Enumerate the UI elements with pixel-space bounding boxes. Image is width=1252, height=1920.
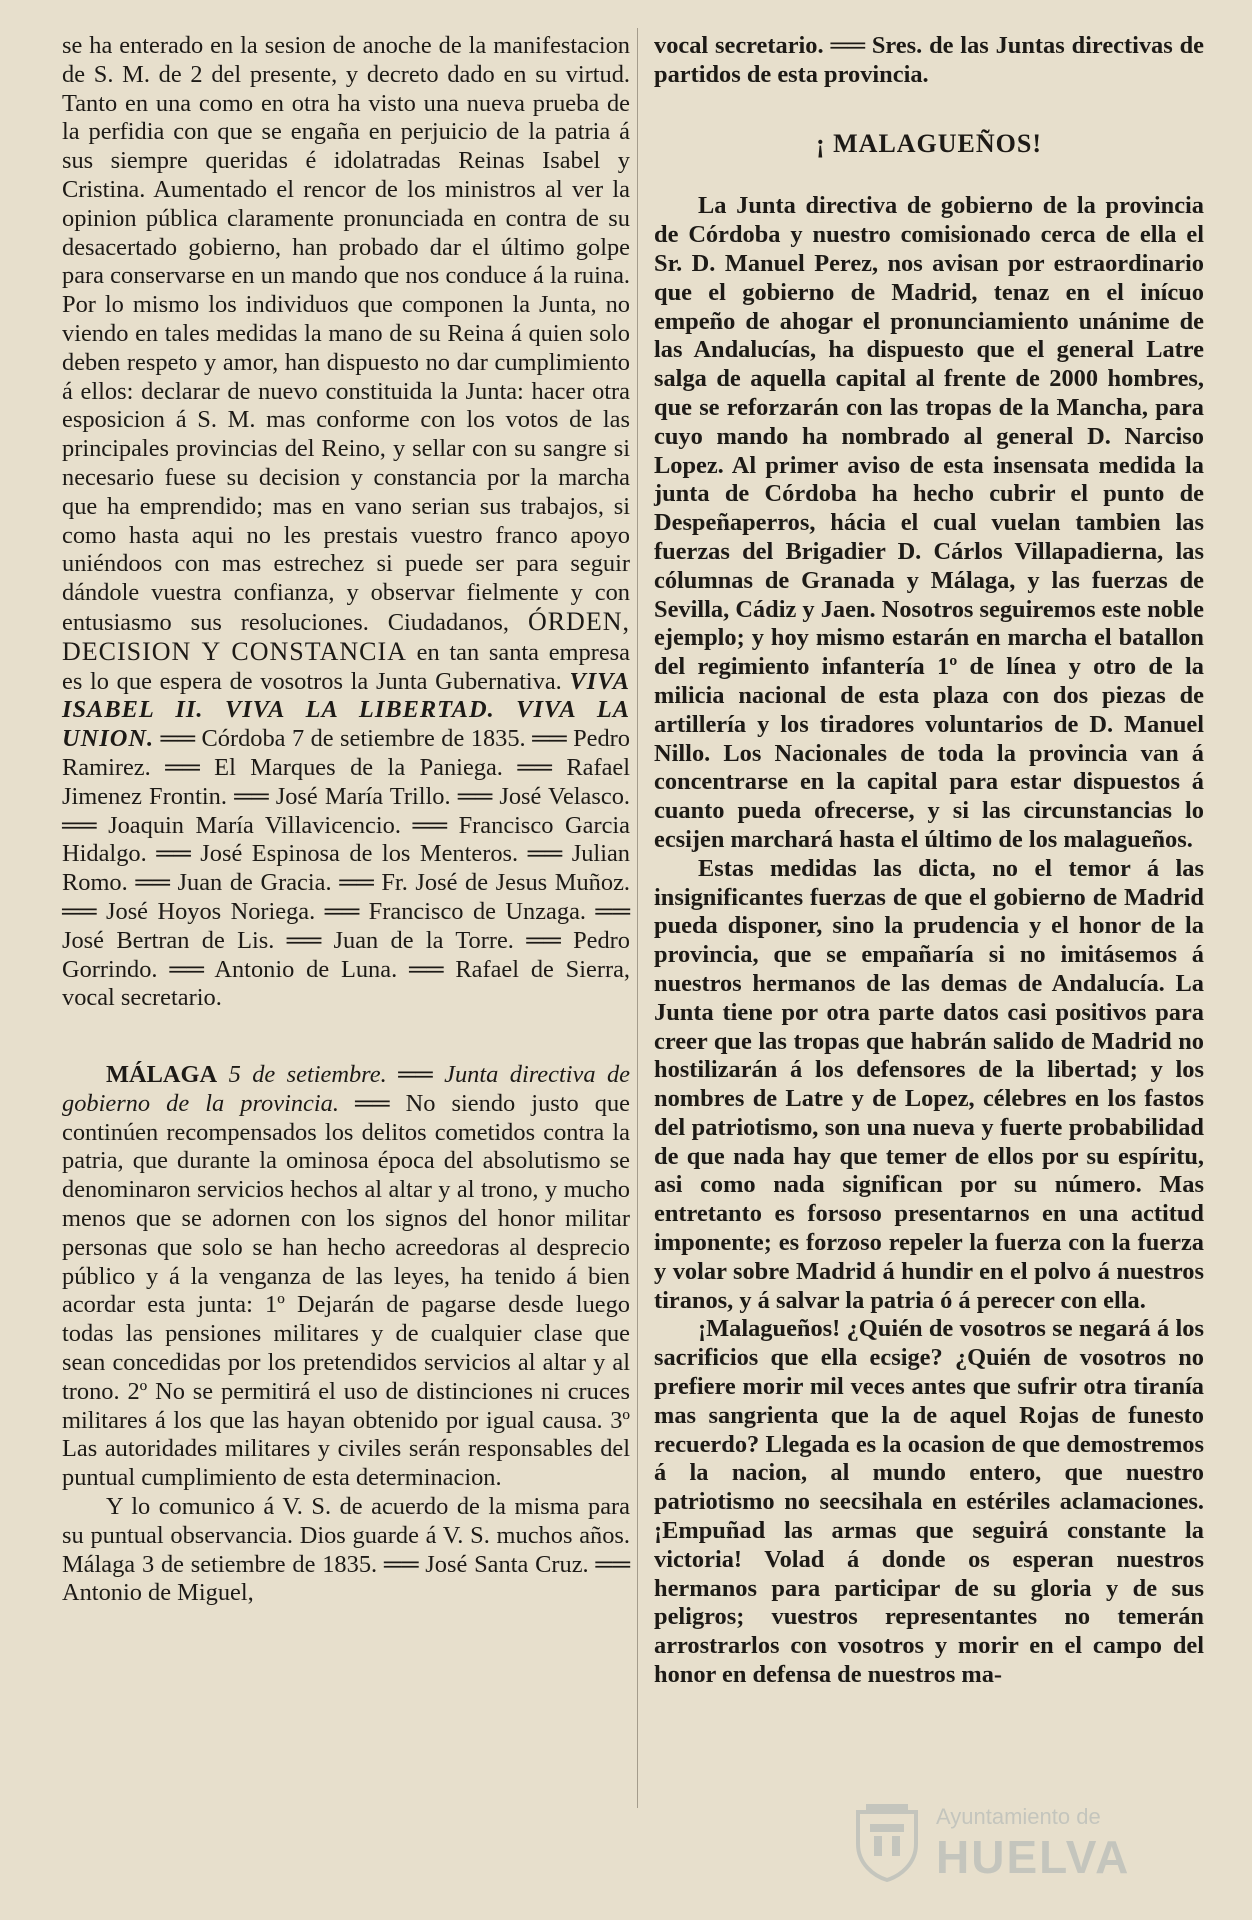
cordoba-vivas: VIVA ISABEL II. VIVA LA LIBERTAD. VIVA LA UNION. <box>62 667 630 753</box>
section-spacer <box>62 1013 630 1061</box>
malaguenos-text-2: Estas medidas las dicta, no el temor á las insignificantes fuerzas de que el gobierno de Madrid pueda disponer, sino la prudencia y el honor de la provincia, que se empañaría si no imitásemos á nuestros hermanos de las demas de Andalucía. La Junta tiene por otra parte datos casi positivos para creer que las tropas que habrán salido de Madrid no hostilizarán á los defensores de la libertad; y los nombres de Latre y de Lopez, célebres en los fastos del patriotismo, son una nueva y fuerte probabilidad de que nada hay que temer de ellos por su espíritu, asi como nada significan por su número. Mas entretanto es forsoso presentarnos en una actitud imponente; es forzoso repeler la fuerza con la fuerza y volar sobre Madrid á hundir en el polvo á nuestros tiranos, y á salvar la patria ó á perecer con ella. <box>654 854 1204 1314</box>
right-column <box>654 32 1204 1690</box>
cordoba-proclamation-closing: en tan santa empresa es lo que espera de vosotros la Junta Gubernativa. <box>62 638 630 695</box>
right-paragraph-3 <box>654 1315 1204 1689</box>
malaguenos-text-3: ¡Malagueños! ¿Quién de vosotros se negará á los sacrificios que ella ecsige? ¿Quién de vosotros no prefiere morir mil veces antes que sufrir otra tiranía mas sangrienta que la de aquel Rojas de funesto recuerdo? Llegada es la ocasion de que demostremos á la nacion, al mundo entero, que nuestro patriotismo no seecsihala en estériles aclamaciones. ¡Empuñad las armas que seguirá constante la victoria! Volad á donde os esperan nuestros hermanos para participar de su gloria y de sus peligros; vuestros representantes no temerán arrostrarlos con vosotros y morir en el campo del honor en defensa de nuestros ma- <box>654 1315 1204 1689</box>
malaguenos-heading: ¡ MALAGUEÑOS! <box>815 128 1043 158</box>
malaga-decree-text: ══ No siendo justo que continúen recompensados los delitos cometidos contra la patria, que durante la ominosa época del absolutismo se denominaron servicios hechos al altar y al trono, y mucho menos que se adornen con los signos del honor militar personas que solo se han hecho acreedoras al desprecio público y á la venganza de las leyes, ha tenido á bien acordar esta junta: 1º Dejarán de pagarse desde luego todas las pensiones militares y de cualquier clase que sean concedidas por los pretendidos servicios al altar y al trono. 2º No se permitirá el uso de distinciones ni cruces militares á los que las hayan obtenido por igual causa. 3º Las autoridades militares y civiles serán responsables del puntual cumplimiento de esta determinacion. <box>62 1089 631 1492</box>
cordoba-motto: ÓRDEN, DECISION Y CONSTANCIA <box>62 606 630 666</box>
malaga-place: MÁLAGA <box>106 1061 218 1089</box>
left-paragraph-cordoba <box>62 32 630 1013</box>
right-paragraph-2 <box>654 855 1204 1316</box>
left-paragraph-malaga-closing <box>62 1493 630 1608</box>
column-divider <box>637 28 638 1808</box>
malaga-dateline: 5 de setiembre. ══ Junta directiva de gobierno de la provincia. <box>62 1061 630 1117</box>
archive-watermark <box>852 1800 1192 1886</box>
watermark-line1: Ayuntamiento de <box>936 1804 1101 1829</box>
right-paragraph-1 <box>654 192 1204 854</box>
left-column <box>62 32 630 1608</box>
right-paragraph-continuation <box>654 32 1204 90</box>
malaguenos-text-1: La Junta directiva de gobierno de la provincia de Córdoba y nuestro comisionado cerca de ella el Sr. D. Manuel Perez, nos avisan por estraordinario que el gobierno de Madrid, tenaz en el inícuo empeño de ahogar el pronunciamiento unánime de las Andalucías, ha dispuesto que el general Latre salga de aquella capital al frente de 2000 hombres, que se reforzarán con las tropas de la Mancha, para cuyo mando ha nombrado al general D. Narciso Lopez. Al primer aviso de esta insensata medida la junta de Córdoba ha hecho cubrir el punto de Despeñaperros, hácia el cual vuelan tambien las fuerzas del Brigadier D. Cárlos Villapadierna, las cólumnas de Granada y Málaga, y las fuerzas de Sevilla, Cádiz y Jaen. Nosotros seguiremos este noble ejemplo; y hoy mismo estarán en marcha el batallon del regimiento infantería 1º de línea y otro de la milicia nacional de esta plaza con dos piezas de artillería y los tiradores voluntarios de D. Manuel Nillo. Los Nacionales de toda la provincia van á concentrarse en la capital para estar dispuestos á cuanto pueda ofrecerse, y si las circunstancias lo ecsijen marchará hasta el último de los malagueños. <box>654 192 1204 853</box>
left-paragraph-malaga-decree <box>62 1061 630 1493</box>
cordoba-proclamation-text: se ha enterado en la sesion de anoche de la manifestacion de S. M. de 2 del presente, y decreto dado en su virtud. Tanto en una como en otra ha visto una nueva prueba de la perfidia con que se engaña en perjuicio de la patria á sus siempre queridas é idolatradas Reinas Isabel y Cristina. Aumentado el rencor de los ministros al ver la opinion pública claramente pronunciada en contra de su desacertado gobierno, han probado dar el último golpe para conservarse en un mando que nos conduce á la ruina. Por lo mismo los individuos que componen la Junta, no viendo en tales medidas la mano de su Reina á quien solo deben respeto y amor, han dispuesto no dar cumplimiento á ellos: declarar de nuevo constituida la Junta: hacer otra esposicion á S. M. mas conforme con los votos de las principales provincias del Reino, y sellar con su sangre si necesario fuese su decision y constancia por la marcha que ha emprendido; mas en vano serian sus trabajos, si como hasta aqui no les prestais vuestro franco apoyo uniéndoos con mas estrechez si puede ser para seguir dándole vuestra confianza, y observar fielmente y con entusiasmo sus resoluciones. Ciudadanos, <box>62 32 630 636</box>
continuation-text: vocal secretario. ══ Sres. de las Juntas directivas de partidos de esta provincia. <box>654 32 1204 88</box>
malaga-closing-text: Y lo comunico á V. S. de acuerdo de la misma para su puntual observancia. Dios guarde á V. S. muchos años. Málaga 3 de setiembre de 1835. ══ José Santa Cruz. ══ Antonio de Miguel, <box>62 1493 630 1607</box>
city-shield-icon <box>852 1804 922 1882</box>
cordoba-signatures: ══ Córdoba 7 de setiembre de 1835. ══ Pedro Ramirez. ══ El Marques de la Paniega. ══ Rafael Jimenez Frontin. ══ José María Trillo. ══ José Velasco. ══ Joaquin María Villavicencio. ══ Francisco Garcia Hidalgo. ══ José Espinosa de los Menteros. ══ Julian Romo. ══ Juan de Gracia. ══ Fr. José de Jesus Muñoz. ══ José Hoyos Noriega. ══ Francisco de Unzaga. ══ José Bertran de Lis. ══ Juan de la Torre. ══ Pedro Gorrindo. ══ Antonio de Luna. ══ Rafael de Sierra, vocal secretario. <box>62 725 630 1012</box>
watermark-line2: HUELVA <box>936 1831 1131 1883</box>
